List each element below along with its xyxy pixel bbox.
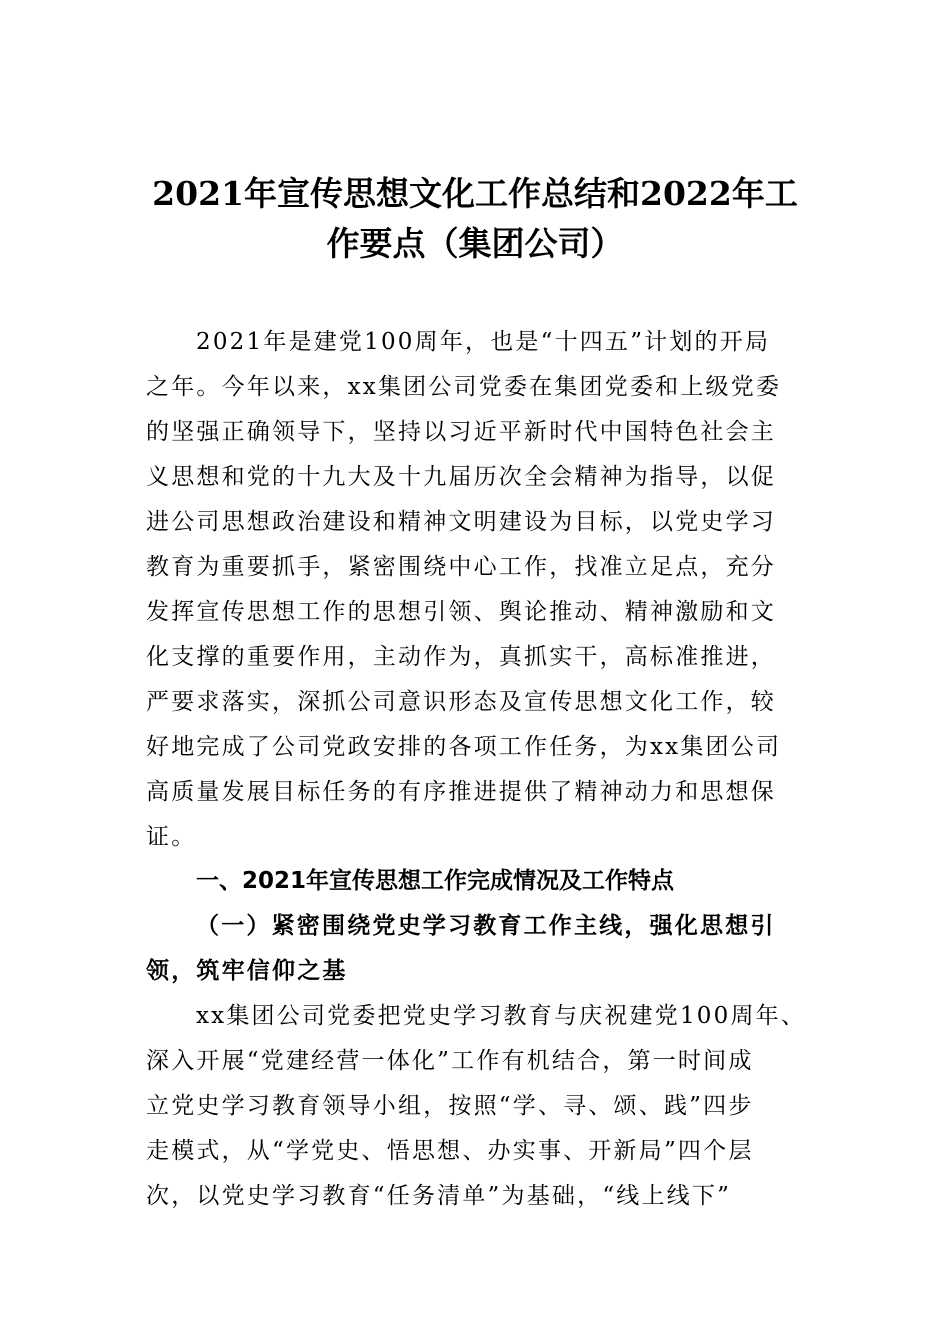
subsection-heading-line-2: 领，筑牢信仰之基	[146, 957, 348, 984]
subsection-paragraph-line: xx集团公司党委把党史学习教育与庆祝建党100周年、	[196, 1003, 807, 1029]
intro-paragraph-line: 好地完成了公司党政安排的各项工作任务，为xx集团公司	[146, 734, 782, 760]
intro-paragraph-line: 教育为重要抓手，紧密围绕中心工作，找准立足点，充分	[146, 554, 776, 580]
intro-paragraph-line: 高质量发展目标任务的有序推进提供了精神动力和思想保	[146, 779, 776, 805]
section-heading: 一、2021年宣传思想工作完成情况及工作特点	[196, 868, 675, 894]
intro-paragraph-line: 义思想和党的十九大及十九届历次全会精神为指导，以促	[146, 464, 776, 490]
subsection-paragraph-line: 立党史学习教育领导小组，按照“学、寻、颂、践”四步	[146, 1093, 754, 1119]
subsection-paragraph-line: 深入开展“党建经营一体化”工作有机结合，第一时间成	[146, 1048, 754, 1074]
intro-paragraph-line: 的坚强正确领导下，坚持以习近平新时代中国特色社会主	[146, 419, 776, 445]
document-title-line-1: 2021年宣传思想文化工作总结和2022年工	[152, 174, 798, 213]
subsection-heading-line-1: （一）紧密围绕党史学习教育工作主线，强化思想引	[196, 912, 776, 939]
intro-paragraph-line: 2021年是建党100周年，也是“十四五”计划的开局	[196, 329, 771, 355]
intro-paragraph-line: 进公司思想政治建设和精神文明建设为目标，以党史学习	[146, 509, 776, 535]
intro-paragraph-line: 之年。今年以来，xx集团公司党委在集团党委和上级党委	[146, 374, 782, 400]
intro-paragraph-line: 发挥宣传思想工作的思想引领、舆论推动、精神激励和文	[146, 599, 776, 625]
subsection-paragraph-line: 走模式，从“学党史、悟思想、办实事、开新局”四个层	[146, 1138, 754, 1164]
subsection-paragraph-line: 次，以党史学习教育“任务清单”为基础，“线上线下”	[146, 1183, 732, 1209]
intro-paragraph-line: 证。	[146, 824, 197, 850]
document-title-line-2: 作要点（集团公司）	[326, 224, 624, 263]
intro-paragraph-line: 严要求落实，深抓公司意识形态及宣传思想文化工作，较	[146, 689, 776, 715]
intro-paragraph-line: 化支撑的重要作用，主动作为，真抓实干，高标准推进，	[146, 644, 776, 670]
